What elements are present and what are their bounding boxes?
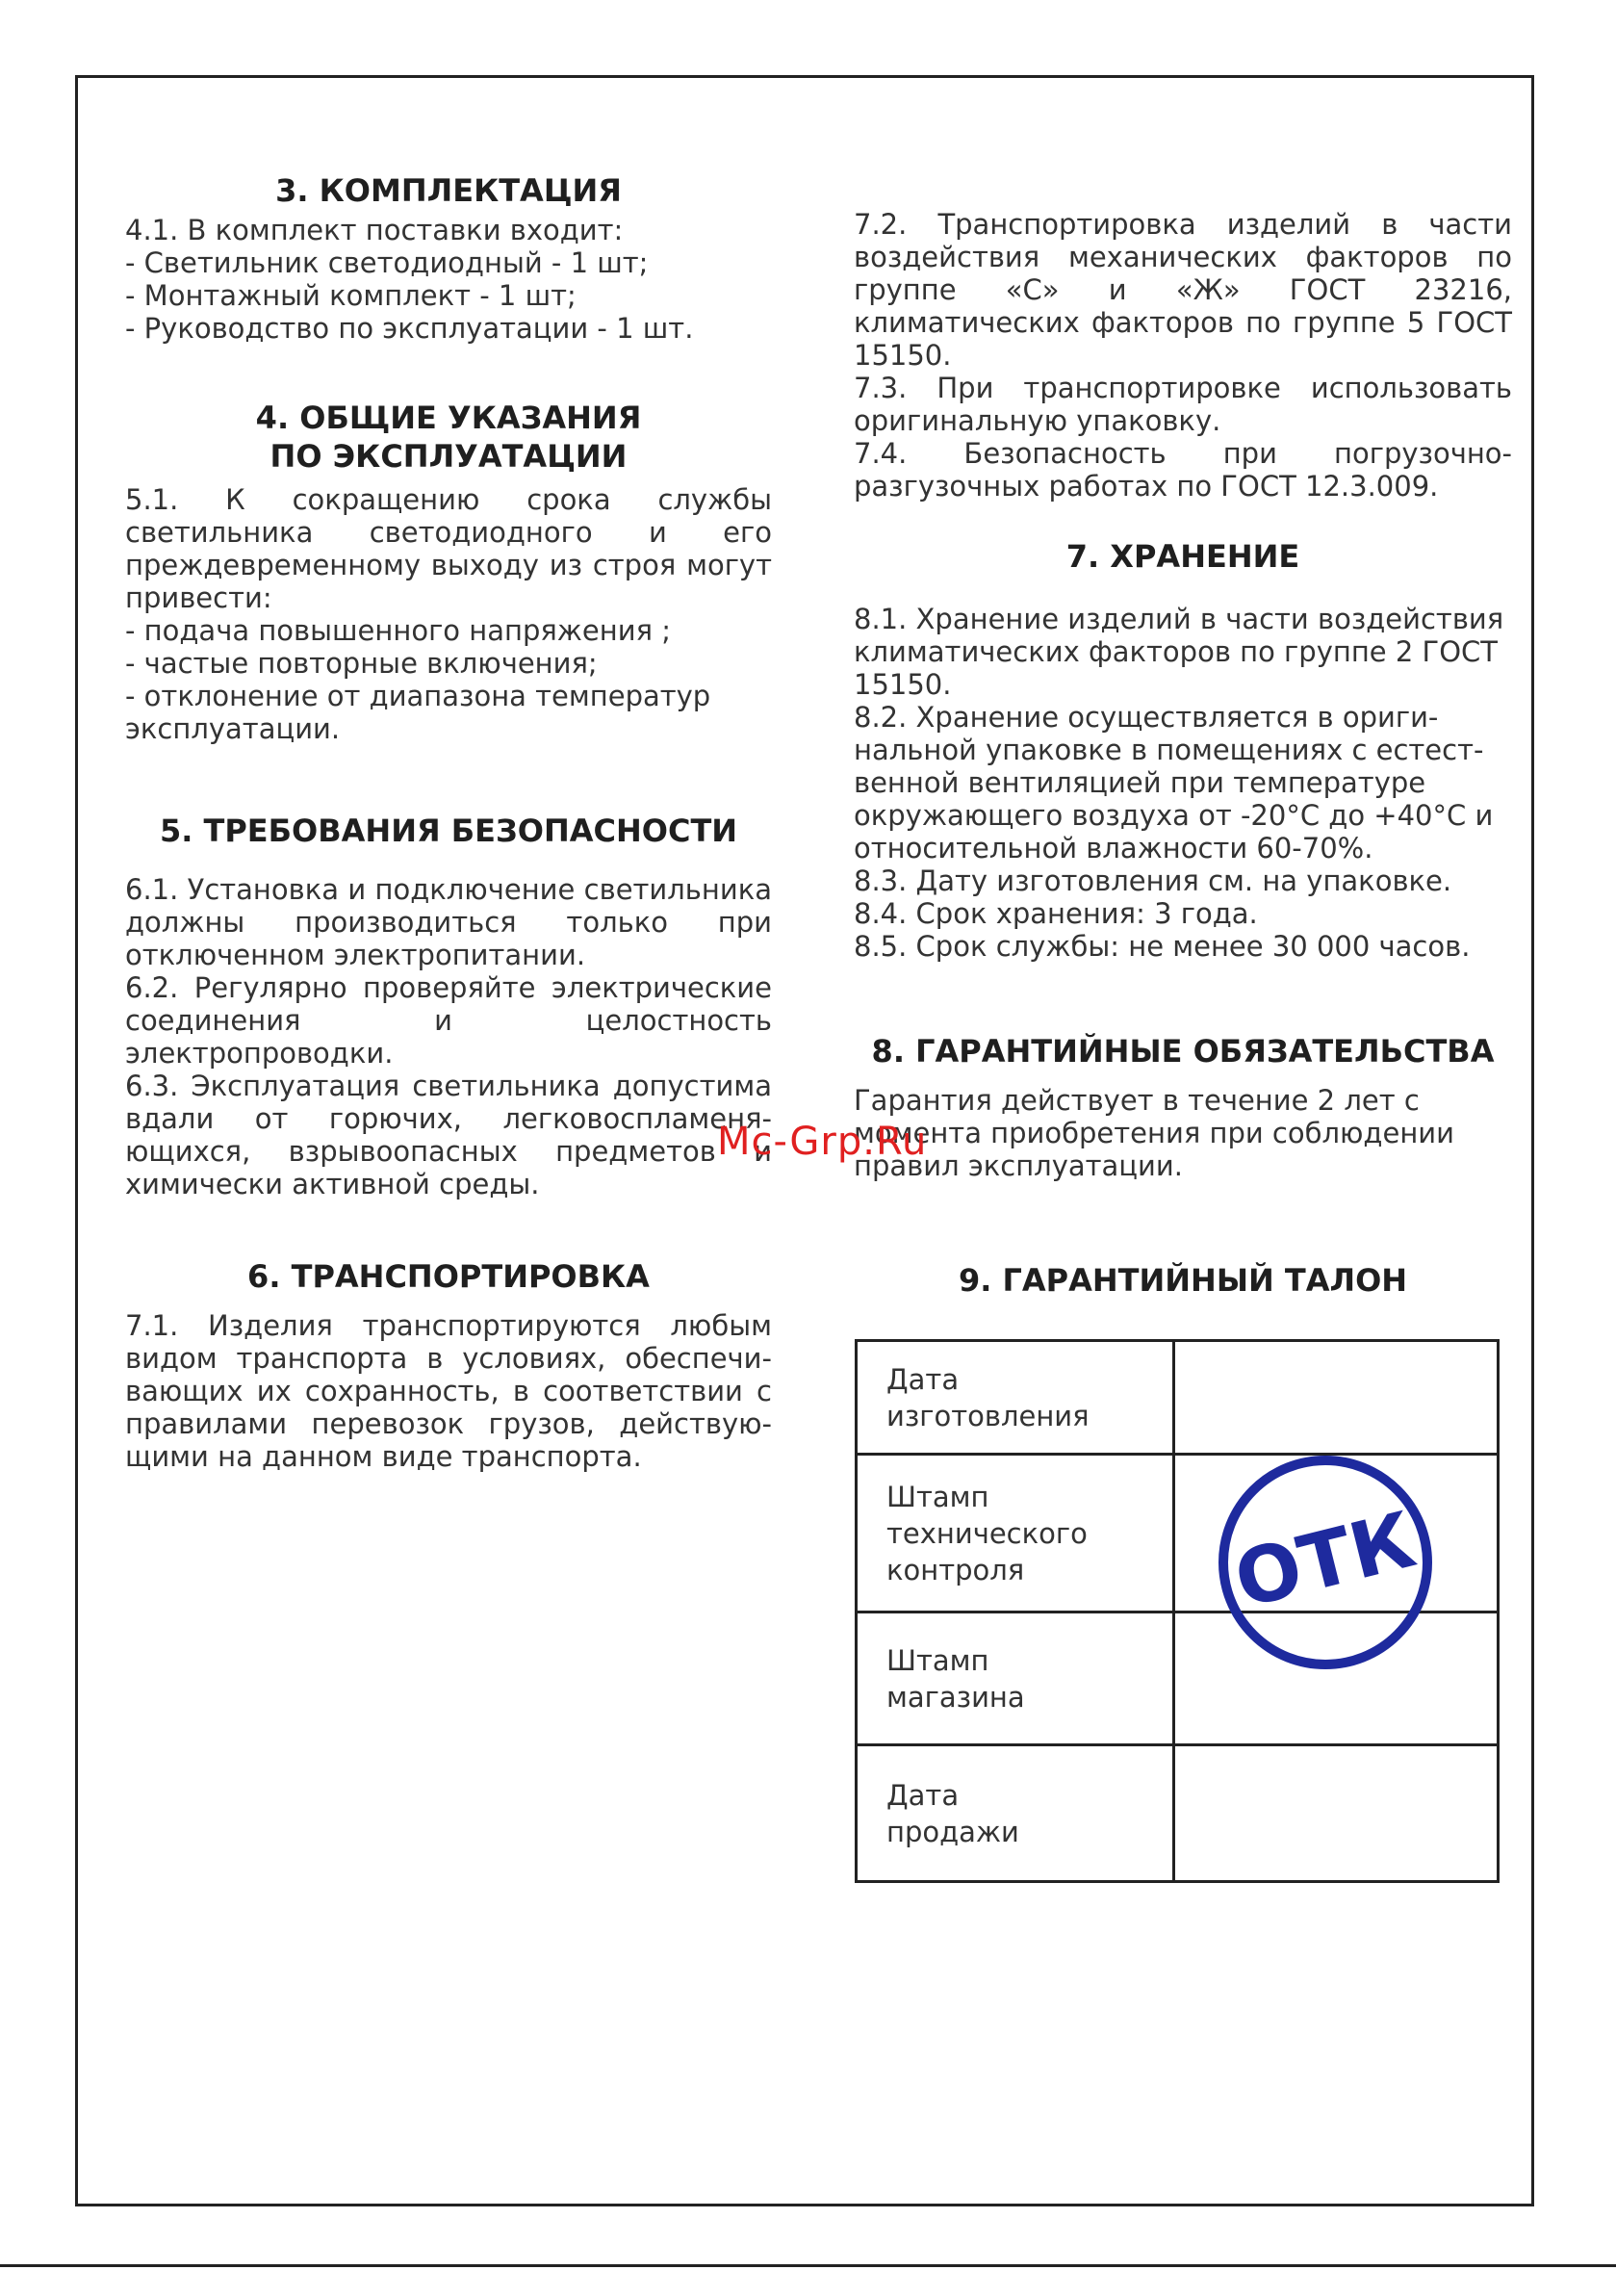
- list-item: - отклонение от диапазона температур эксплуатации.: [125, 680, 711, 745]
- section-4-title-line1: 4. ОБЩИЕ УКАЗАНИЯ: [255, 400, 642, 436]
- paragraph: 7.4. Безопасность при погрузочно-разгузочных работах по ГОСТ 12.3.009.: [854, 437, 1512, 503]
- table-row: [857, 1745, 1499, 1882]
- paragraph: 6.2. Регулярно проверяйте электрические соединения и целостность электропроводки.: [125, 971, 772, 1070]
- stamp-text: ОТК: [1225, 1494, 1424, 1626]
- cell-line: Дата: [886, 1778, 960, 1812]
- paragraph: Гарантия действует в течение 2 лет с момента приобретения при соблюдении правил эксплуатации.: [854, 1084, 1454, 1182]
- paragraph: 8.2. Хранение осуществляется в ориги-нальной упаковке в помещениях с естест-венной вентиляцией при температуре окружающего воздуха от -20°С до +40°С и относительной влажности 60-70%.: [854, 701, 1494, 864]
- paragraph: 7.1. Изделия транспортируются любым видом транспорта в условиях, обеспечи-вающих их сохранность, в соответствии с правилами перевозок грузов, действую-щими на данном виде транспорта.: [125, 1309, 772, 1473]
- section-6-title: 6. ТРАНСПОРТИРОВКА: [247, 1258, 650, 1295]
- section-3-title: 3. КОМПЛЕКТАЦИЯ: [275, 172, 622, 209]
- section-6: [125, 1257, 772, 1473]
- table-cell-value: [1174, 1341, 1499, 1455]
- paragraph: 6.3. Эксплуатация светильника допустима вдали от горючих, легковоспламеня-ющихся, взрывоопасных предметов и химически активной среды.: [125, 1070, 772, 1200]
- section-8: [854, 1032, 1512, 1182]
- section-5: [125, 812, 772, 1200]
- section-4-title-line2: ПО ЭКСПЛУАТАЦИИ: [269, 438, 628, 475]
- table-row: [857, 1341, 1499, 1455]
- section-4-intro: 5.1. К сокращению срока службы светильника светодиодного и его преждевременному выходу из строя могут привести:: [125, 483, 772, 614]
- transport-continued: [854, 208, 1512, 503]
- paragraph: 8.5. Срок службы: не менее 30 000 часов.: [854, 930, 1471, 963]
- section-9: [854, 1261, 1512, 1300]
- section-8-title: 8. ГАРАНТИЙНЫЕ ОБЯЗАТЕЛЬСТВА: [871, 1033, 1495, 1070]
- section-9-title: 9. ГАРАНТИЙНЫЙ ТАЛОН: [958, 1262, 1408, 1299]
- section-7-title: 7. ХРАНЕНИЕ: [1065, 538, 1300, 575]
- table-cell-value: [1174, 1745, 1499, 1882]
- cell-line: магазина: [886, 1680, 1025, 1714]
- section-5-title: 5. ТРЕБОВАНИЯ БЕЗОПАСНОСТИ: [159, 813, 738, 849]
- paragraph: 7.3. При транспортировке использовать оригинальную упаковку.: [854, 372, 1512, 437]
- table-cell-label: [857, 1341, 1174, 1455]
- paragraph: 8.1. Хранение изделий в части воздействия климатических факторов по группе 2 ГОСТ 15150.: [854, 603, 1504, 701]
- list-item: - Монтажный комплект - 1 шт;: [125, 279, 577, 312]
- table-cell-label: [857, 1612, 1174, 1745]
- cell-line: изготовления: [886, 1399, 1090, 1432]
- section-3: [125, 171, 772, 345]
- paragraph: 7.2. Транспортировка изделий в части воздействия механических факторов по группе «С» и «Ж» ГОСТ 23216, климатических факторов по группе 5 ГОСТ 15150.: [854, 208, 1512, 372]
- list-item: - Светильник светодиодный - 1 шт;: [125, 246, 649, 279]
- list-item: - Руководство по эксплуатации - 1 шт.: [125, 312, 694, 345]
- paragraph: 8.4. Срок хранения: 3 года.: [854, 897, 1258, 930]
- otk-stamp: [1215, 1452, 1436, 1673]
- bottom-divider: [0, 2264, 1616, 2296]
- list-item: 4.1. В комплект поставки входит:: [125, 214, 624, 246]
- paragraph: 8.3. Дату изготовления см. на упаковке.: [854, 864, 1452, 897]
- section-4: [125, 399, 772, 745]
- list-item: - частые повторные включения;: [125, 647, 598, 680]
- watermark: Mc-Grp.Ru: [717, 1120, 928, 1164]
- table-cell-label: [857, 1455, 1174, 1612]
- cell-line: контроля: [886, 1553, 1025, 1587]
- cell-line: технического: [886, 1516, 1088, 1550]
- cell-line: Штамп: [886, 1643, 989, 1677]
- list-item: - подача повышенного напряжения ;: [125, 614, 672, 647]
- paragraph: 6.1. Установка и подключение светильника должны производиться только при отключенном электропитании.: [125, 873, 772, 971]
- section-7: [854, 537, 1512, 963]
- cell-line: Штамп: [886, 1480, 989, 1513]
- cell-line: продажи: [886, 1815, 1019, 1848]
- table-cell-label: [857, 1745, 1174, 1882]
- cell-line: Дата: [886, 1362, 960, 1396]
